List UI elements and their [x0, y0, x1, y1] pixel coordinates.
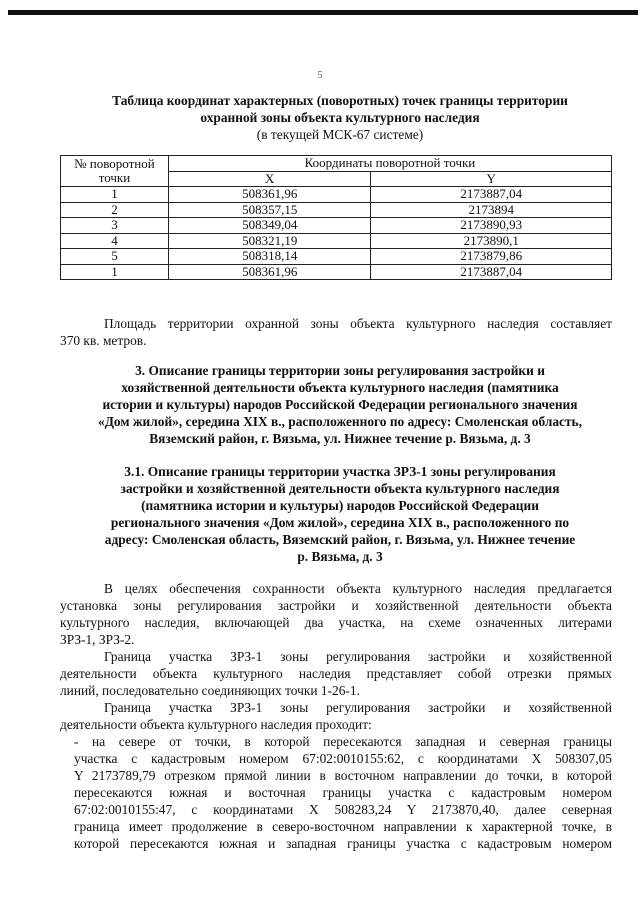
section-3-heading: [70, 362, 610, 447]
section-3-1-line-1: 3.1. Описание границы территории участка ЗРЗ-1 зоны регулирования: [124, 464, 556, 479]
header-point-line-2: точки: [98, 170, 131, 185]
paragraph-zones-intro: [60, 580, 612, 648]
cell-point: 5: [61, 249, 169, 265]
area-line-2: 370 кв. метров.: [60, 333, 147, 348]
cell-y: 2173890,1: [371, 233, 612, 249]
cell-x: 508349,04: [168, 218, 371, 234]
para1-line-1: В целях обеспечения сохранности объекта культурного наследия предлагается: [104, 581, 612, 596]
section-3-line-5: Вяземский район, г. Вязьма, ул. Нижнее течение р. Вязьма, д. 3: [149, 431, 531, 446]
para2-line-3: линий, последовательно соединяющих точки 1-26-1.: [60, 683, 360, 698]
table-row: [61, 218, 612, 234]
cell-y: 2173894: [371, 202, 612, 218]
header-coordinates: Координаты поворотной точки: [168, 156, 611, 172]
header-x: X: [168, 171, 371, 187]
para4-line-2: участка с кадастровым номером 67:02:0010155:62, с координатами X 508307,05: [74, 751, 612, 766]
cell-x: 508361,96: [168, 264, 371, 280]
para1-line-4: ЗРЗ-1, ЗРЗ-2.: [60, 632, 135, 647]
cell-y: 2173887,04: [371, 264, 612, 280]
header-y: Y: [371, 171, 612, 187]
para1-line-2: установка зоны регулирования застройки и хозяйственной деятельности объекта: [60, 598, 612, 613]
cell-x: 508361,96: [168, 187, 371, 203]
para4-line-5: 67:02:0010155:47, с координатами X 508283,24 Y 2173870,40, далее северная: [74, 802, 612, 817]
table-header-row: [61, 156, 612, 172]
section-3-1-line-4: регионального значения «Дом жилой», середина XIX в., расположенного по: [110, 515, 570, 530]
cell-x: 508321,19: [168, 233, 371, 249]
paragraph-north-boundary: [60, 733, 612, 852]
paragraph-boundary-passes: [60, 699, 612, 733]
table-title: [70, 92, 610, 126]
para3-line-2: деятельности объекта культурного наследия проходит:: [60, 717, 372, 732]
para4-line-1: - на севере от точки, в которой пересекаются западная и северная границы: [74, 734, 612, 749]
section-3-1-line-2: застройки и хозяйственной деятельности объекта культурного наследия: [120, 481, 560, 496]
page-number: 5: [317, 70, 323, 81]
para1-line-3: культурного наследия, включающей два участка, на схеме означенных литерами: [60, 615, 612, 630]
table-subtitle: (в текущей МСК-67 системе): [256, 127, 424, 142]
section-3-1-line-3: (памятника истории и культуры) народов Российской Федерации: [141, 498, 539, 513]
para4-line-3: Y 2173789,79 отрезком прямой линии в восточном направлении до точки, в которой: [74, 768, 612, 783]
table-title-line-1: Таблица координат характерных (поворотных) точек границы территории: [112, 93, 568, 108]
para2-line-1: Граница участка ЗРЗ-1 зоны регулирования застройки и хозяйственной: [104, 649, 612, 664]
cell-point: 2: [61, 202, 169, 218]
cell-point: 3: [61, 218, 169, 234]
cell-point: 1: [61, 187, 169, 203]
section-3-line-4: «Дом жилой», середина XIX в., расположенного по адресу: Смоленская область,: [98, 414, 582, 429]
para4-line-4: пересекаются южная и восточная границы участка с кадастровым номером: [74, 785, 612, 800]
table-row: [61, 233, 612, 249]
cell-x: 508357,15: [168, 202, 371, 218]
section-3-line-2: хозяйственной деятельности объекта культурного наследия (памятника: [121, 380, 559, 395]
cell-y: 2173887,04: [371, 187, 612, 203]
top-border-bar: [8, 10, 638, 15]
para3-line-1: Граница участка ЗРЗ-1 зоны регулирования застройки и хозяйственной: [104, 700, 612, 715]
header-point-line-1: № поворотной: [74, 155, 155, 171]
para2-line-2: деятельности объекта культурного наследия представляет собой отрезки прямых: [60, 666, 612, 681]
table-row: [61, 264, 612, 280]
section-3-1-line-6: р. Вязьма, д. 3: [297, 549, 383, 564]
table-row: [61, 202, 612, 218]
cell-y: 2173879,86: [371, 249, 612, 265]
table-title-line-2: охранной зоны объекта культурного наследия: [200, 110, 480, 125]
para4-line-7: которой пересекаются южная и западная границы участка с кадастровым номером: [74, 836, 612, 851]
cell-y: 2173890,93: [371, 218, 612, 234]
area-paragraph: [60, 315, 612, 349]
para4-line-6: граница имеет продолжение в северо-восточном направлении к характерной точке, в: [74, 819, 612, 834]
section-3-1-heading: [70, 463, 610, 565]
cell-point: 1: [61, 264, 169, 280]
header-point-number: [61, 156, 169, 187]
table-row: [61, 249, 612, 265]
cell-point: 4: [61, 233, 169, 249]
section-3-1-line-5: адресу: Смоленская область, Вяземский район, г. Вязьма, ул. Нижнее течение: [104, 532, 576, 547]
coordinates-table: [60, 155, 612, 280]
cell-x: 508318,14: [168, 249, 371, 265]
paragraph-boundary-segments: [60, 648, 612, 699]
area-line-1: Площадь территории охранной зоны объекта культурного наследия составляет: [104, 316, 612, 331]
section-3-line-3: истории и культуры) народов Российской Федерации регионального значения: [102, 397, 578, 412]
table-row: [61, 187, 612, 203]
section-3-line-1: 3. Описание границы территории зоны регулирования застройки и: [135, 363, 545, 378]
